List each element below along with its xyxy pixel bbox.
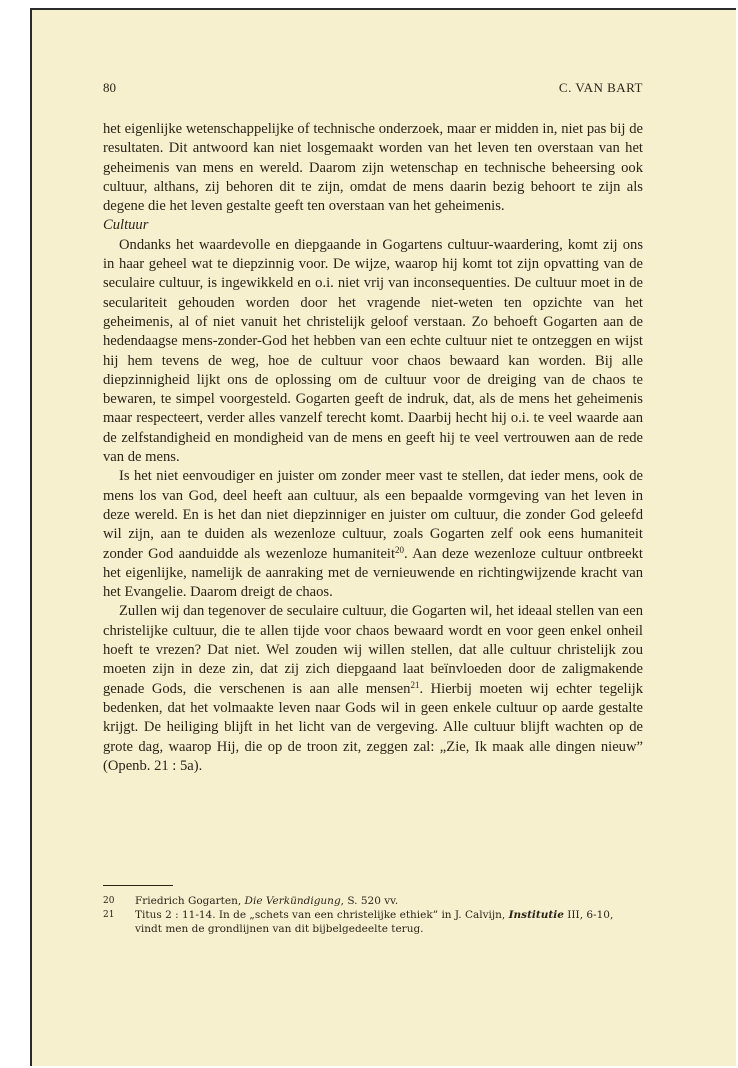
running-header <box>103 80 643 100</box>
footnote-number: 20 <box>103 896 115 906</box>
footnote-ref-21: 21 <box>410 679 420 690</box>
running-head-author: C. VAN BART <box>558 80 643 95</box>
section-heading: Cultuur <box>103 217 149 234</box>
footnote-text: III, 6-10, vindt men de grondlijnen van dit bijbelgedeelte terug. <box>135 909 614 935</box>
footnote-number: 21 <box>103 910 115 920</box>
paragraph-2-text-b: . Aan deze wezenloze cultuur ontbreekt het eigenlijke, namelijk de aanraking met de vernieuwende en richtingwijzende kracht van het Evangelie. Daarom dreigt de chaos. <box>103 545 643 601</box>
footnote-divider <box>103 885 173 886</box>
footnote <box>103 908 643 936</box>
paragraph-3-text-b: . Hierbij moeten wij echter tegelijk bedenken, dat het volmaakte leven naar Gods wil in geen enkele cultuur op aarde gestalte krijgt. De heiliging blijft in het licht van de vergeving. Alle cultuur blijft wachten op de grote dag, waarop Hij, die op de troon zit, zeggen zal: „Zie, Ik maak alle dingen nieuw” (Openb. 21 : 5a). <box>103 680 643 774</box>
intro-paragraph: het eigenlijke wetenschappelijke of technische onderzoek, maar er midden in, niet pas bij de resultaten. Dit antwoord kan niet losgemaakt worden van het leven ten overstaan van het geheimenis van mens en wereld. Daarom zijn wetenschap en technische beheersing ook cultuur, althans, zij behoren dit te zijn, omdat de mens daarin bezig behoort te zijn als degene die het leven gestalte geeft ten overstaan van het geheimenis. <box>103 121 643 215</box>
main-text <box>103 120 643 776</box>
footnote-title: Institutie <box>508 909 564 921</box>
footnote-ref-20: 20 <box>395 544 405 555</box>
paragraph-2-text-a: Is het niet eenvoudiger en juister om zonder meer vast te stellen, dat ieder mens, ook de mens los van God, deel heeft aan cultuur, als een bepaalde vormgeving van het leven in deze wereld. En is het dan niet diepzinniger en juister om cultuur, die zonder God geleefd wil zijn, aan te duiden als wezenloze cultuur, zoals Gogarten zelf ook eens humaniteit zonder God aanduidde als wezenloze humaniteit <box>103 468 643 562</box>
page-number: 80 <box>103 80 116 95</box>
footnote-title: Die Verkündigung <box>244 895 341 907</box>
footnote <box>103 894 643 908</box>
footnote-text: Friedrich Gogarten, <box>135 895 245 907</box>
footnotes <box>103 894 643 936</box>
paragraph-3-text-a: Zullen wij dan tegenover de seculaire cultuur, die Gogarten wil, het ideaal stellen van een christelijke cultuur, die te allen tijde voor chaos bewaard wordt en voor geen enkel onheil hoeft te vrezen? Dat niet. Wel zouden wij willen stellen, dat alle cultuur christelijk zou moeten zijn in deze zin, dat zij zich diepgaand laat beïnvloeden door de zaligmakende genade Gods, die verschenen is aan alle mensen <box>103 603 643 697</box>
paragraph-2 <box>103 467 643 602</box>
paragraph-1: Ondanks het waardevolle en diepgaande in Gogartens cultuur-waardering, komt zij ons in haar geheel wat te diepzinnig voor. De wijze, waarop hij komt tot zijn opvatting van de seculaire cultuur, is ingewikkeld en o.i. niet vrij van inconsequenties. De cultuur moet in de seculariteit gehouden worden door het vragende niet-weten ten opzichte van het geheimenis, al of niet vanuit het christelijk geloof verstaan. Zo behoeft Gogarten aan de hedendaagse mens-zonder-God het hebben van een echte cultuur niet te ontzeggen en wijst hij hem tevens de weg, hoe de cultuur voor chaos bewaard kan worden. Bij alle diepzinnigheid lijkt ons de oplossing om de cultuur voor de dreiging van de chaos te bewaren, te simpel voorgesteld. Gogarten geeft de indruk, dat, als de mens het geheimenis maar respecteert, verder alles vanzelf terecht komt. Daarbij hecht hij o.i. te veel waarde aan de zelfstandigheid en mondigheid van de mens en geeft hij te veel vertrouwen aan de rede van de mens. <box>103 236 643 466</box>
footnote-text: , S. 520 vv. <box>340 895 399 907</box>
paragraph-3 <box>103 602 643 776</box>
footnote-text: Titus 2 : 11-14. In de „schets van een christelijke ethiek” in J. Calvijn, <box>135 909 509 921</box>
